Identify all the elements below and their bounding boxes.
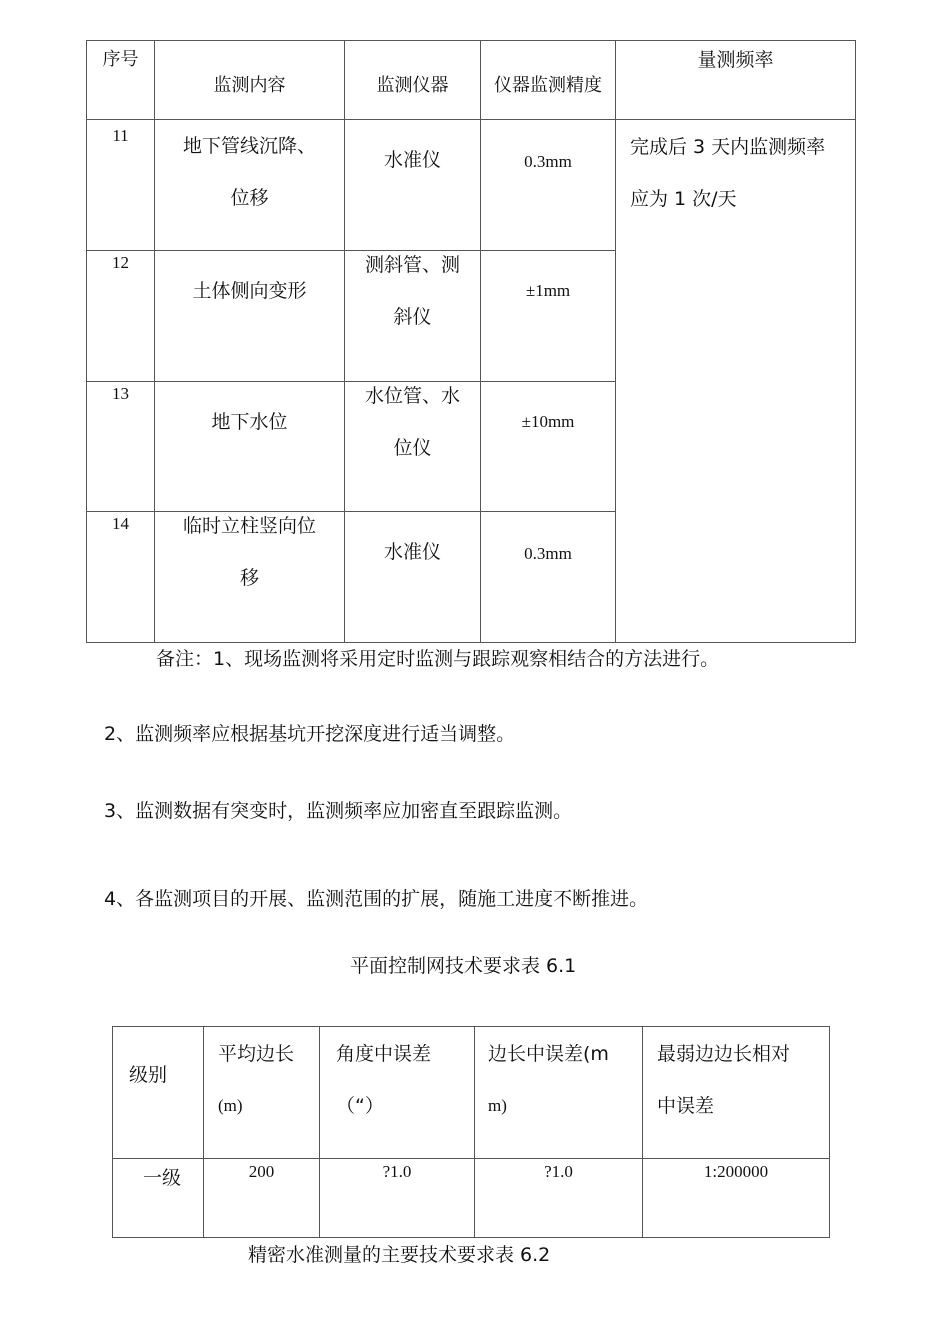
header-no: 序号 xyxy=(87,41,155,120)
header-precision: 仪器监测精度 xyxy=(481,41,616,120)
frequency-cell xyxy=(616,120,856,643)
row-no: 13 xyxy=(87,382,155,512)
note-3: 3、监测数据有突变时，监测频率应加密直至跟踪监测。 xyxy=(104,800,573,822)
header-angle-error: 角度中误差 （“） xyxy=(320,1027,475,1159)
row-precision: ±1mm xyxy=(481,251,616,382)
header-weakest-side: 最弱边边长相对 中误差 xyxy=(643,1027,830,1159)
table-row xyxy=(113,1159,830,1238)
header-side-error: 边长中误差(m m) xyxy=(475,1027,643,1159)
row-no: 12 xyxy=(87,251,155,382)
header-grade: 级别 xyxy=(113,1027,204,1159)
frequency-line-1: 完成后 3 天内监测频率 xyxy=(630,136,826,158)
row-no: 14 xyxy=(87,512,155,643)
note-2: 2、监测频率应根据基坑开挖深度进行适当调整。 xyxy=(104,723,516,745)
row-angle-error: ?1.0 xyxy=(320,1159,475,1238)
header-content: 监测内容 xyxy=(155,41,345,120)
row-content: 地下管线沉降、 位移 xyxy=(155,120,345,251)
table2-caption: 平面控制网技术要求表 6.1 xyxy=(350,955,577,977)
row-precision: 0.3mm xyxy=(481,120,616,251)
row-instrument: 水准仪 xyxy=(345,120,481,251)
row-no: 11 xyxy=(87,120,155,251)
table3-caption: 精密水准测量的主要技术要求表 6.2 xyxy=(248,1244,551,1266)
row-content: 土体侧向变形 xyxy=(155,251,345,382)
row-instrument: 测斜管、测 斜仪 xyxy=(345,251,481,382)
row-instrument: 水准仪 xyxy=(345,512,481,643)
row-avg-side: 200 xyxy=(204,1159,320,1238)
row-side-error: ?1.0 xyxy=(475,1159,643,1238)
row-instrument: 水位管、水 位仪 xyxy=(345,382,481,512)
frequency-line-2: 应为 1 次/天 xyxy=(630,188,737,210)
note-4: 4、各监测项目的开展、监测范围的扩展，随施工进度不断推进。 xyxy=(104,888,649,910)
row-content: 临时立柱竖向位 移 xyxy=(155,512,345,643)
row-weakest: 1:200000 xyxy=(643,1159,830,1238)
row-grade: 一级 xyxy=(113,1159,204,1238)
header-avg-side: 平均边长 (m) xyxy=(204,1027,320,1159)
row-precision: ±10mm xyxy=(481,382,616,512)
row-precision: 0.3mm xyxy=(481,512,616,643)
row-content: 地下水位 xyxy=(155,382,345,512)
monitoring-table xyxy=(86,40,856,643)
header-frequency: 量测频率 xyxy=(616,41,856,120)
table-row xyxy=(87,120,856,251)
control-network-table xyxy=(112,1026,830,1238)
header-instrument: 监测仪器 xyxy=(345,41,481,120)
note-1: 备注：1、现场监测将采用定时监测与跟踪观察相结合的方法进行。 xyxy=(156,648,720,670)
